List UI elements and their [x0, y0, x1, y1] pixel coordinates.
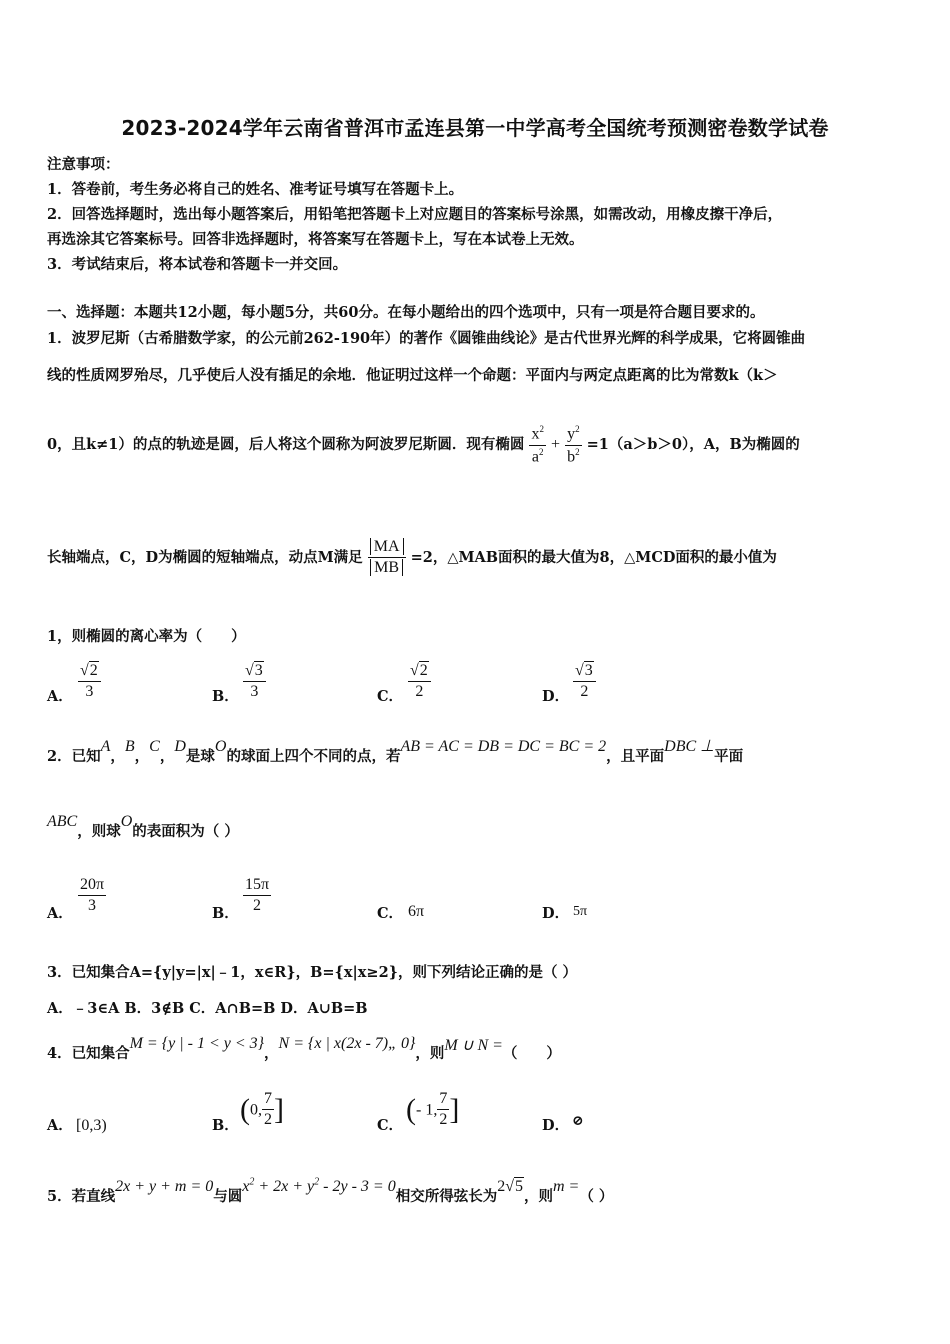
- q1-option-c-label: C．: [377, 688, 404, 705]
- q5-stem: 5．若直线2x + y + m = 0与圆$x^2 + 2x + y^2 - 2y - 3 = 0$相交所得弦长为2√5，则m =（ ）: [47, 1176, 614, 1205]
- ellipse-x-term: $\frac{x^2}{a^2}$: [531, 424, 544, 466]
- ratio-fraction: $\frac{MA}{MB}$: [368, 538, 406, 578]
- q1-subquestion: 1，则椭圆的离心率为（ ）: [47, 628, 246, 645]
- q2-option-a-value: $\frac{20\pi}{3}$: [80, 876, 105, 915]
- q1-line-ellipse: 0，且k≠1）的点的轨迹是圆，后人将这个圆称为阿波罗尼斯圆．现有椭圆 $\frac{x^2}{a^2}$ + $\frac{y^2}{b^2}$ =1（a＞b＞0），A，B为椭圆的: [47, 424, 800, 466]
- section-heading: 一、选择题：本题共12小题，每小题5分，共60分。在每小题给出的四个选项中，只有一项是符合题目要求的。: [47, 304, 765, 321]
- page-title: 2023-2024学年云南省普洱市孟连县第一中学高考全国统考预测密卷数学试卷: [121, 116, 829, 140]
- q1-option-a-value: $\frac{√2}{3}$: [78, 662, 101, 702]
- q1-option-a-label: A．: [47, 688, 73, 705]
- q1-line: 线的性质网罗殆尽，几乎使后人没有插足的余地．他证明过这样一个命题：平面内与两定点距离的比为常数k（k＞: [47, 367, 778, 384]
- notice-item: 3．考试结束后，将本试卷和答题卡一并交回。: [47, 256, 348, 273]
- notice-heading: 注意事项：: [47, 156, 120, 173]
- q2-stem-cont: ABC，则球O的表面积为（ ）: [47, 813, 239, 840]
- q1-option-d-value: $\frac{√3}{2}$: [573, 662, 596, 702]
- notice-item: 1．答卷前，考生务必将自己的姓名、准考证号填写在答题卡上。: [47, 181, 464, 198]
- q3-options: A．﹣3∈A B．3∉B C．A∩B=B D．A∪B=B: [47, 1000, 368, 1017]
- notice-item: 2．回答选择题时，选出每小题答案后，用铅笔把答题卡上对应题目的答案标号涂黑，如需改动，用橡皮擦干净后，: [47, 206, 783, 223]
- q4-option-b-value: (0, $\frac{7}{2}$ ]: [240, 1090, 284, 1129]
- q2-option-d-value: 5π: [573, 904, 588, 919]
- q2-option-d-label: D．: [542, 905, 570, 922]
- q1-option-c-value: $\frac{√2}{2}$: [408, 662, 431, 702]
- q2-option-a-label: A．: [47, 905, 73, 922]
- q4-option-a-label: A．: [47, 1117, 73, 1134]
- q1-option-b-value: $\frac{√3}{3}$: [243, 662, 266, 702]
- q2-option-c-label: C．: [377, 905, 404, 922]
- q4-option-b-label: B．: [212, 1117, 239, 1134]
- q4-option-d-label: D．: [542, 1117, 570, 1134]
- notice-item: 再选涂其它答案标号。回答非选择题时，将答案写在答题卡上，写在本试卷上无效。: [47, 231, 584, 248]
- q2-option-c-value: 6π: [408, 903, 425, 920]
- q1-option-d-label: D．: [542, 688, 570, 705]
- ellipse-y-term: $\frac{y^2}{b^2}$: [567, 424, 580, 466]
- q4-option-a-value: [0,3): [76, 1117, 107, 1134]
- q4-option-c-label: C．: [377, 1117, 404, 1134]
- q2-option-b-value: $\frac{15\pi}{2}$: [245, 876, 270, 915]
- q1-line: 1．波罗尼斯（古希腊数学家，的公元前262-190年）的著作《圆锥曲线论》是古代世界光辉的科学成果，它将圆锥曲: [47, 330, 806, 347]
- q3-stem: 3．已知集合A={y|y=|x|﹣1，x∈R}，B={x|x≥2}，则下列结论正确的是（ ）: [47, 964, 578, 981]
- q2-stem: 2．已知A，B，C，D是球O的球面上四个不同的点，若AB = AC = DB = DC = BC = 2，且平面DBC ⊥平面: [47, 738, 744, 765]
- q4-stem: 4．已知集合M = {y | - 1 < y < 3}，N = {x | x(2x - 7)„ 0}，则M ∪ N =（ ）: [47, 1035, 561, 1062]
- q4-option-d-value: ⊘: [572, 1113, 584, 1129]
- q2-option-b-label: B．: [212, 905, 239, 922]
- q1-line-ratio: 长轴端点，C，D为椭圆的短轴端点，动点M满足 $\frac{MA}{MB}$ =2，△MAB面积的最大值为8，△MCD面积的最小值为: [47, 538, 777, 577]
- q4-option-c-value: (- 1, $\frac{7}{2}$ ]: [406, 1090, 460, 1129]
- q1-option-b-label: B．: [212, 688, 239, 705]
